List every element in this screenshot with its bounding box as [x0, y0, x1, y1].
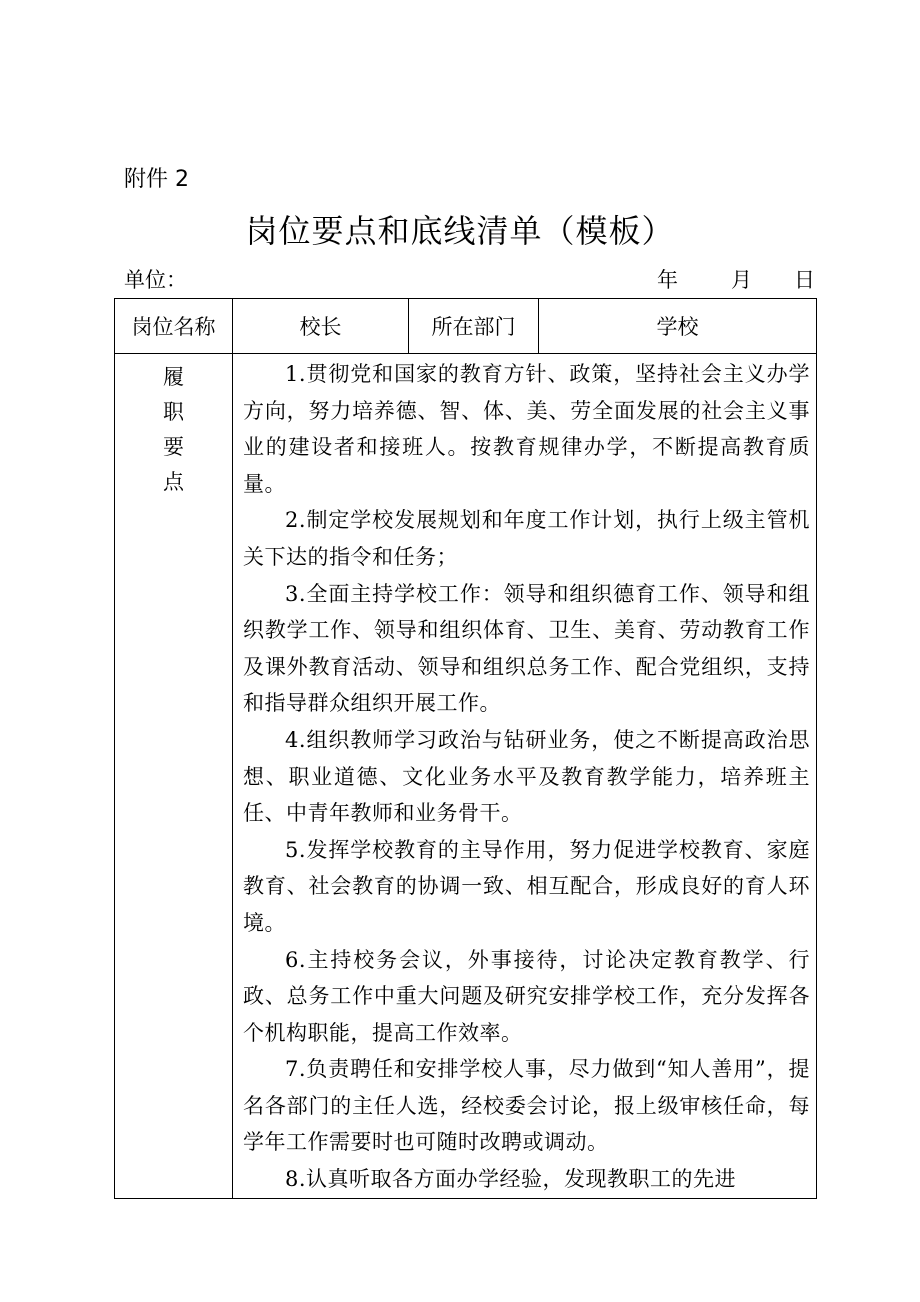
- duty-item: 5.发挥学校教育的主导作用，努力促进学校教育、家庭教育、社会教育的协调一致、相互配合，形成良好的育人环境。: [243, 837, 810, 935]
- duty-item: 3.全面主持学校工作：领导和组织德育工作、领导和组织教学工作、领导和组织体育、卫生、美育、劳动教育工作及课外教育活动、领导和组织总务工作、配合党组织，支持和指导群众组织开展工作。: [243, 581, 810, 716]
- duty-item: 4.组织教师学习政治与钻研业务，使之不断提高政治思想、职业道德、文化业务水平及教育教学能力，培养班主任、中青年教师和业务骨干。: [243, 727, 810, 826]
- date-month-label: 月: [731, 268, 752, 292]
- duty-table: [114, 298, 817, 1199]
- position-name-label: 岗位名称: [115, 299, 233, 354]
- date-year-label: 年: [657, 268, 678, 292]
- department-label: 所在部门: [409, 299, 539, 354]
- duty-item: 6.主持校务会议，外事接待，讨论决定教育教学、行政、总务工作中重大问题及研究安排学校工作，充分发挥各个机构职能，提高工作效率。: [243, 947, 810, 1045]
- document-title: 岗位要点和底线清单（模板）: [245, 212, 675, 250]
- position-name-value: 校长: [233, 299, 409, 354]
- duty-label: [115, 354, 232, 500]
- unit-label: 单位：: [124, 268, 187, 292]
- attachment-label: 附件 2: [124, 167, 189, 192]
- duty-item: 7.负责聘任和安排学校人事，尽力做到“知人善用”，提名各部门的主任人选，经校委会讨论，报上级审核任命，每学年工作需要时也可随时改聘或调动。: [243, 1057, 810, 1155]
- duty-label-char: 要: [163, 435, 184, 459]
- duty-label-char: 点: [163, 470, 184, 494]
- duty-content-cell: [233, 354, 817, 1199]
- duty-item: 1.贯彻党和国家的教育方针、政策，坚持社会主义办学方向，努力培养德、智、体、美、劳全面发展的社会主义事业的建设者和接班人。按教育规律办学，不断提高教育质量。: [243, 362, 810, 496]
- duty-label-char: 职: [163, 400, 184, 424]
- department-value: 学校: [539, 299, 817, 354]
- duty-label-char: 履: [163, 365, 184, 389]
- date-day-label: 日: [794, 268, 815, 292]
- duty-item: 8.认真听取各方面办学经验，发现教职工的先进: [285, 1167, 737, 1192]
- duty-label-cell: [115, 354, 233, 1199]
- duty-item: 2.制定学校发展规划和年度工作计划，执行上级主管机关下达的指令和任务；: [243, 508, 810, 569]
- duty-row: [115, 354, 817, 1199]
- table-header-row: [115, 299, 817, 354]
